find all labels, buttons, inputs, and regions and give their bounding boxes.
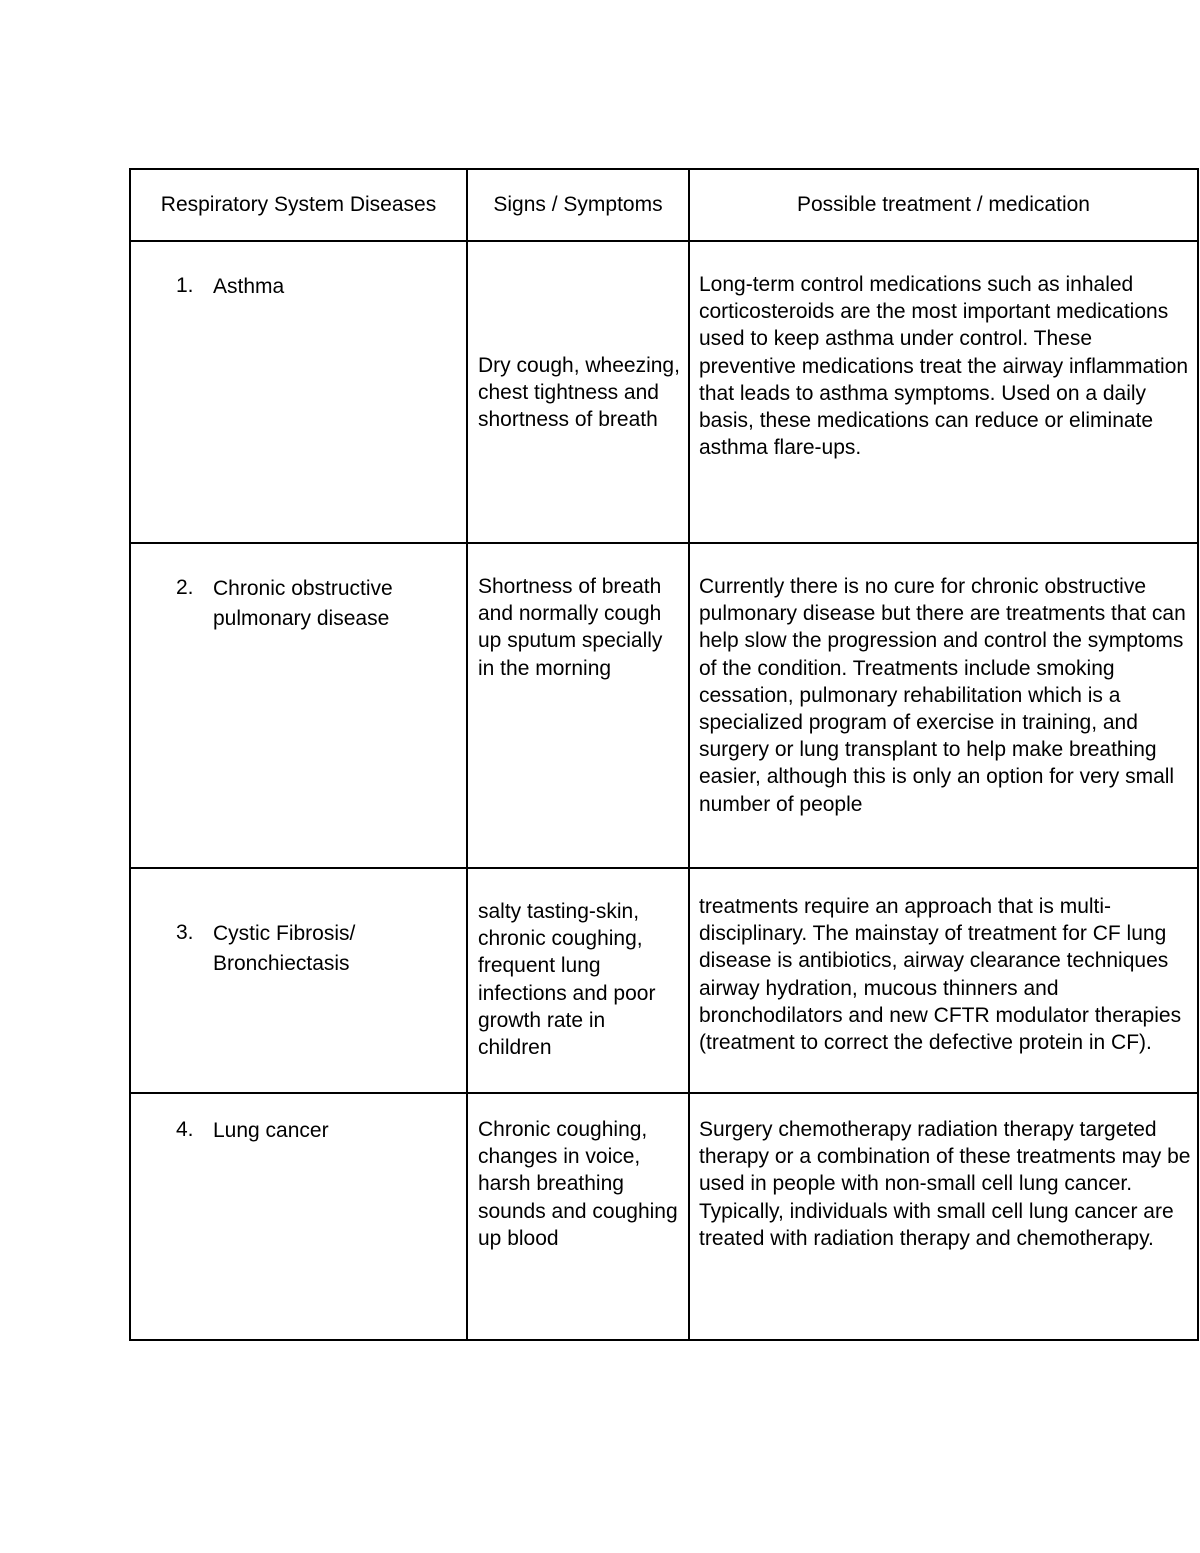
table-header-row bbox=[130, 169, 1198, 241]
treatment-text: treatments require an approach that is multi-disciplinary. The mainstay of treatment for CF lung disease is antibiotics, airway clearance techniques airway hydration, mucous thinners and bronchodilators and new CFTR modulator therapies (treatment to correct the defective protein in CF). bbox=[699, 895, 1182, 1055]
table-row bbox=[130, 868, 1198, 1093]
header-disease-cell bbox=[130, 169, 467, 241]
disease-number: 3. bbox=[176, 921, 194, 944]
symptoms-text: salty tasting-skin, chronic coughing, frequent lung infections and poor growth rate in children bbox=[478, 900, 656, 1060]
symptoms-text: Shortness of breath and normally cough up sputum specially in the morning bbox=[478, 575, 663, 680]
disease-name: Cystic Fibrosis/ Bronchiectasis bbox=[213, 922, 356, 975]
respiratory-diseases-table bbox=[129, 168, 1199, 1341]
symptoms-cell bbox=[467, 868, 689, 1093]
disease-cell bbox=[130, 1093, 467, 1340]
disease-name: Chronic obstructive pulmonary disease bbox=[213, 577, 393, 630]
treatment-cell bbox=[689, 543, 1198, 868]
symptoms-text: Chronic coughing, changes in voice, harsh breathing sounds and coughing up blood bbox=[478, 1118, 678, 1250]
header-treatment: Possible treatment / medication bbox=[797, 193, 1090, 217]
table-row bbox=[130, 1093, 1198, 1340]
table-row bbox=[130, 543, 1198, 868]
header-treatment-cell bbox=[689, 169, 1198, 241]
disease-name: Lung cancer bbox=[213, 1119, 329, 1142]
treatment-cell bbox=[689, 241, 1198, 543]
symptoms-text: Dry cough, wheezing, chest tightness and shortness of breath bbox=[478, 354, 680, 432]
disease-number: 4. bbox=[176, 1118, 194, 1141]
treatment-text: Long-term control medications such as inhaled corticosteroids are the most important medications used to keep asthma under control. These preventive medications treat the airway inflammation that leads to asthma symptoms. Used on a daily basis, these medications can reduce or eliminate asthma flare-ups. bbox=[699, 273, 1189, 460]
disease-number: 2. bbox=[176, 576, 194, 599]
disease-cell bbox=[130, 543, 467, 868]
disease-name: Asthma bbox=[213, 275, 285, 298]
symptoms-cell bbox=[467, 1093, 689, 1340]
disease-cell bbox=[130, 241, 467, 543]
disease-cell bbox=[130, 868, 467, 1093]
treatment-cell bbox=[689, 868, 1198, 1093]
header-symptoms: Signs / Symptoms bbox=[493, 193, 663, 217]
treatment-text: Currently there is no cure for chronic obstructive pulmonary disease but there are treatments that can help slow the progression and control the symptoms of the condition. Treatments include smoking cessation, pulmonary rehabilitation which is a specialized program of exercise in training, and surgery or lung transplant to help make breathing easier, although this is only an option for very small number of people bbox=[699, 575, 1186, 816]
treatment-text: Surgery chemotherapy radiation therapy targeted therapy or a combination of these treatments may be used in people with non-small cell lung cancer. Typically, individuals with small cell lung cancer are treated with radiation therapy and chemotherapy. bbox=[699, 1118, 1191, 1250]
table-row bbox=[130, 241, 1198, 543]
treatment-cell bbox=[689, 1093, 1198, 1340]
disease-number: 1. bbox=[176, 274, 194, 297]
symptoms-cell bbox=[467, 543, 689, 868]
header-disease: Respiratory System Diseases bbox=[160, 193, 437, 217]
header-symptoms-cell bbox=[467, 169, 689, 241]
symptoms-cell bbox=[467, 241, 689, 543]
